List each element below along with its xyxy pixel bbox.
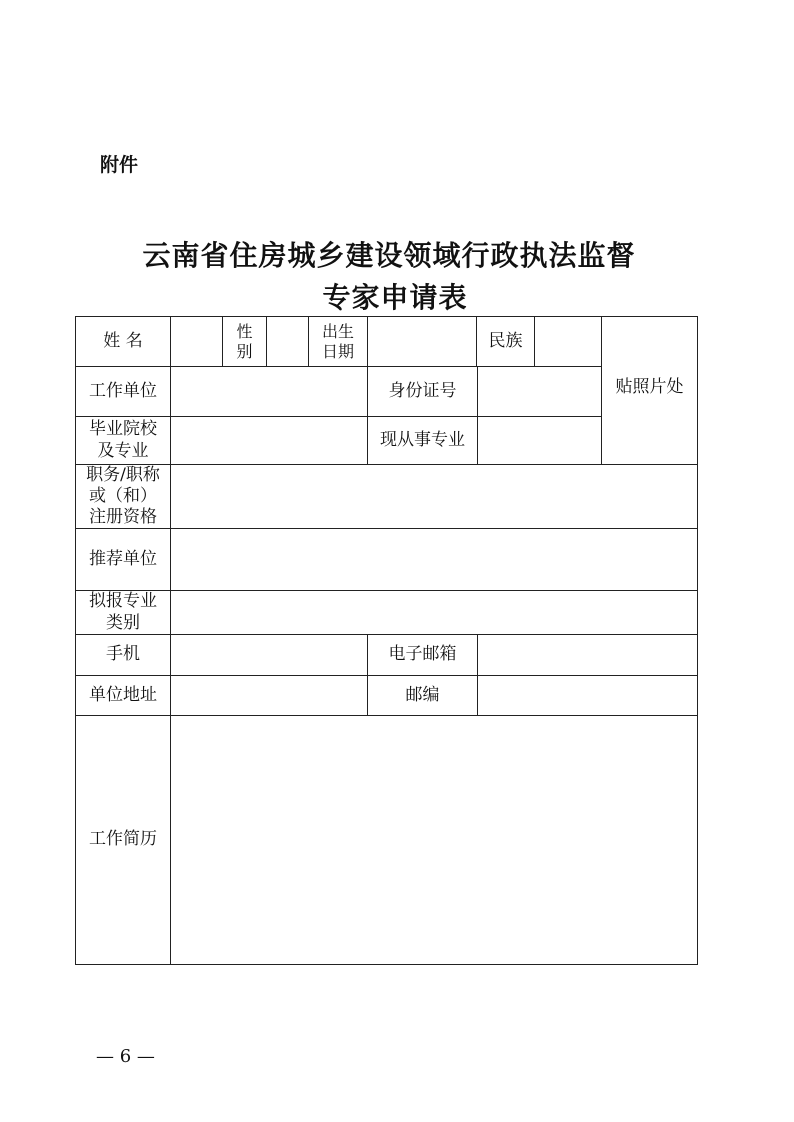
resume-label: 工作简历 (89, 829, 157, 850)
title-qualification-label: 职务/职称 或（和） 注册资格 (86, 464, 160, 528)
school-major-field[interactable] (171, 417, 367, 464)
email-field[interactable] (478, 635, 697, 675)
postcode-field[interactable] (478, 676, 697, 715)
email-label: 电子邮箱 (388, 644, 457, 665)
photo-placeholder: 贴照片处 (615, 377, 684, 397)
address-field[interactable] (171, 676, 367, 715)
current-major-label: 现从事专业 (380, 429, 465, 450)
id-number-field[interactable] (478, 367, 601, 416)
gender-label: 性 别 (236, 321, 253, 361)
proposed-category-field[interactable] (171, 591, 697, 634)
birth-date-label: 出生 日期 (321, 321, 354, 361)
address-label: 单位地址 (89, 684, 157, 705)
recommend-unit-field[interactable] (171, 529, 697, 590)
attachment-label: 附件 (100, 154, 139, 176)
name-field[interactable] (171, 317, 222, 366)
title-qualification-field[interactable] (171, 465, 697, 528)
birth-date-field[interactable] (368, 317, 476, 366)
resume-field[interactable] (171, 716, 697, 964)
page-number: — 6 — (96, 1046, 155, 1067)
form-title-line2: 专家申请表 (322, 281, 468, 314)
recommend-unit-label: 推荐单位 (89, 548, 157, 569)
work-unit-label: 工作单位 (89, 380, 157, 401)
ethnicity-label: 民族 (488, 330, 523, 351)
mobile-field[interactable] (171, 635, 367, 675)
mobile-label: 手机 (106, 644, 140, 665)
ethnicity-field[interactable] (535, 317, 601, 366)
id-number-label: 身份证号 (388, 380, 457, 401)
work-unit-field[interactable] (171, 367, 367, 416)
proposed-category-label: 拟报专业 类别 (89, 591, 157, 633)
form-title-line1: 云南省住房城乡建设领域行政执法监督 (142, 239, 636, 272)
postcode-label: 邮编 (405, 684, 440, 705)
gender-field[interactable] (267, 317, 308, 366)
school-major-label: 毕业院校 及专业 (89, 419, 157, 461)
current-major-field[interactable] (478, 417, 601, 464)
name-label: 姓 名 (103, 330, 143, 351)
